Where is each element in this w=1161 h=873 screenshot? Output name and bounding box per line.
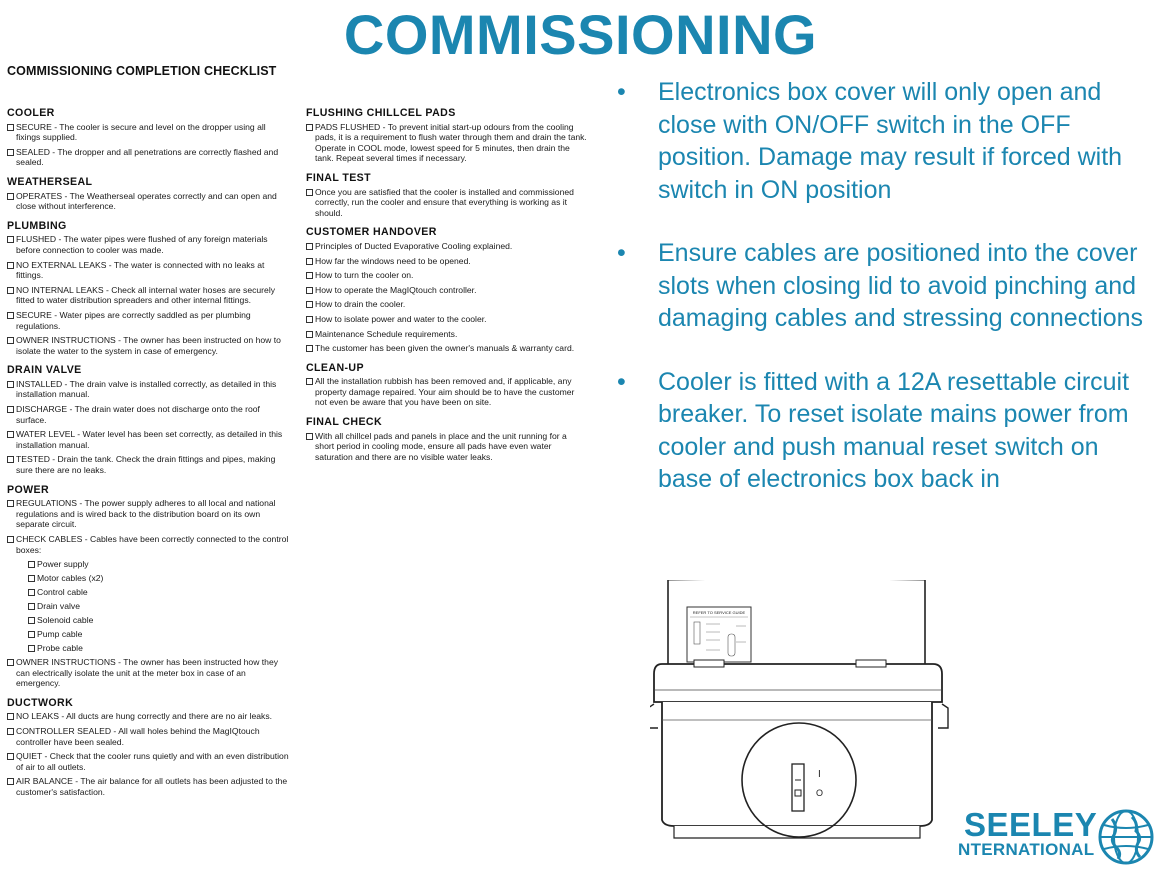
logo-text-seeley: SEELEY [964,806,1098,843]
bullet-dot: • [617,78,626,106]
checklist-item: CONTROLLER SEALED - All wall holes behind the MagIQtouch controller have been sealed. [7,726,292,747]
checklist-item: Maintenance Schedule requirements. [306,329,588,340]
section-heading: COOLER [7,107,55,119]
checklist-item: NO LEAKS - All ducts are hung correctly and there are no air leaks. [7,711,292,722]
bullet-item [617,366,1147,496]
checklist-item: CHECK CABLES - Cables have been correctly connected to the control boxes: [7,534,292,555]
checklist-item: AIR BALANCE - The air balance for all outlets has been adjusted to the customer's satisfaction. [7,776,292,797]
page-title: COMMISSIONING [343,3,818,66]
checklist-subitem: Power supply [7,559,292,570]
section-heading: FINAL CHECK [306,416,383,429]
checklist-subitem: Control cable [7,587,292,598]
checklist-item: TESTED - Drain the tank. Check the drain fittings and pipes, making sure there are no leaks. [7,454,292,475]
checklist-item: How to drain the cooler. [306,299,588,310]
service-label [687,607,751,662]
bullet-text: Electronics box cover will only open and close with ON/OFF switch in the OFF position. Damage may result if forced with switch in ON position [658,78,1123,204]
checklist-item: REGULATIONS - The power supply adheres to all local and national regulations and is wired back to the distribution board on its own separate circuit. [7,498,292,530]
bullet-text: Cooler is fitted with a 12A resettable circuit breaker. To reset isolate mains power from cooler and push manual reset switch on base of electronics box back in [658,367,1130,493]
checklist-title: COMMISSIONING COMPLETION CHECKLIST [7,64,277,78]
section-heading: DUCTWORK [7,696,74,709]
checklist-item: How to turn the cooler on. [306,270,588,281]
section-heading: PLUMBING [7,219,67,232]
checklist-item: WATER LEVEL - Water level has been set correctly, as detailed in this installation manual. [7,429,292,450]
checklist-item: SEALED - The dropper and all penetrations are correctly flashed and sealed. [7,147,292,168]
checklist-item: NO EXTERNAL LEAKS - The water is connected with no leaks at fittings. [7,260,292,281]
checklist-item: SECURE - The cooler is secure and level on the dropper using all fixings supplied. [7,122,292,143]
bullet-item [617,237,1147,335]
section-customer-handover [306,227,588,353]
section-ductwork [7,698,292,798]
checklist-item: How to isolate power and water to the cooler. [306,314,588,325]
section-heading: FLUSHING CHILLCEL PADS [306,107,456,119]
electronics-box-illustration [650,580,950,873]
checklist-item: QUIET - Check that the cooler runs quietly and with an even distribution of air to all outlets. [7,751,292,772]
checklist-left-column [7,108,292,807]
checklist-item: Principles of Ducted Evaporative Cooling explained. [306,241,588,252]
section-flushing-chillcel-pads [306,108,588,164]
bullet-dot: • [617,367,626,396]
section-heading: POWER [7,483,50,496]
section-clean-up [306,363,588,408]
on-off-switch [792,764,804,811]
checklist-subitem: Solenoid cable [7,615,292,626]
section-drain-valve [7,365,292,475]
checklist-subitem: Drain valve [7,601,292,612]
checklist-item: PADS FLUSHED - To prevent initial start-up odours from the cooling pads, it is a requirement to flush water through them and drain the tank. Operate in COOL mode, lowest speed for 5 minutes, then drain the tank. Repeat several times if necessary. [306,122,588,164]
globe-icon [1098,809,1154,865]
checklist-item: OWNER INSTRUCTIONS - The owner has been instructed how they can electrically isolate the unit at the meter box in case of an emergency. [7,657,292,689]
checklist-item: Once you are satisfied that the cooler is installed and commissioned correctly, run the cooler and ensure that everything is working as it should. [306,187,588,219]
switch-off-label: O [816,788,824,798]
section-weatherseal [7,177,292,212]
checklist-item: How far the windows need to be opened. [306,256,588,267]
switch-on-label: I [818,769,821,780]
checklist-item: INSTALLED - The drain valve is installed correctly, as detailed in this installation manual. [7,379,292,400]
checklist-item: All the installation rubbish has been removed and, if applicable, any property damage repaired. Your aim should be to have the customer not even be aware that you have been on site. [306,376,588,408]
checklist-item: How to operate the MagIQtouch controller. [306,285,588,296]
section-final-test [306,173,588,218]
bullet-text: Ensure cables are positioned into the cover slots when closing lid to avoid pinching and damaging cables and stressing connections [658,239,1144,332]
checklist-item: The customer has been given the owner's manuals & warranty card. [306,343,588,354]
checklist-item: DISCHARGE - The drain water does not discharge onto the roof surface. [7,404,292,425]
section-plumbing [7,221,292,357]
service-label-title: REFER TO SERVICE GUIDE [692,610,746,615]
checklist-item: SECURE - Water pipes are correctly saddled as per plumbing regulations. [7,310,292,331]
checklist-item: FLUSHED - The water pipes were flushed of any foreign materials before connection to cooler was made. [7,234,292,255]
checklist-subitem: Pump cable [7,629,292,640]
bullet-dot: • [617,239,626,267]
checklist-item: OWNER INSTRUCTIONS - The owner has been instructed on how to isolate the water to the system in case of emergency. [7,335,292,356]
checklist-item: OPERATES - The Weatherseal operates correctly and can open and close without interference. [7,191,292,212]
seeley-logo [958,808,1158,868]
checklist-item: With all chillcel pads and panels in place and the unit running for a short period in cooling mode, ensure all pads have even water saturation and there are no visible water leaks. [306,431,588,463]
section-heading: CLEAN-UP [306,361,364,374]
bullet-item [617,76,1147,206]
checklist-subitem: Motor cables (x2) [7,573,292,584]
section-heading: WEATHERSEAL [7,175,93,188]
section-heading: FINAL TEST [306,171,372,184]
checklist-middle-column [306,108,588,471]
checklist-subitem: Probe cable [7,643,292,654]
section-power [7,485,292,689]
section-cooler [7,108,292,168]
section-final-check [306,417,588,462]
bullet-list [617,76,1147,527]
logo-text-international: NTERNATIONAL [958,840,1095,859]
section-heading: DRAIN VALVE [7,364,82,377]
section-heading: CUSTOMER HANDOVER [306,226,437,239]
checklist-item: NO INTERNAL LEAKS - Check all internal water hoses are securely fitted to water distribution spreaders and other internal fittings. [7,285,292,306]
